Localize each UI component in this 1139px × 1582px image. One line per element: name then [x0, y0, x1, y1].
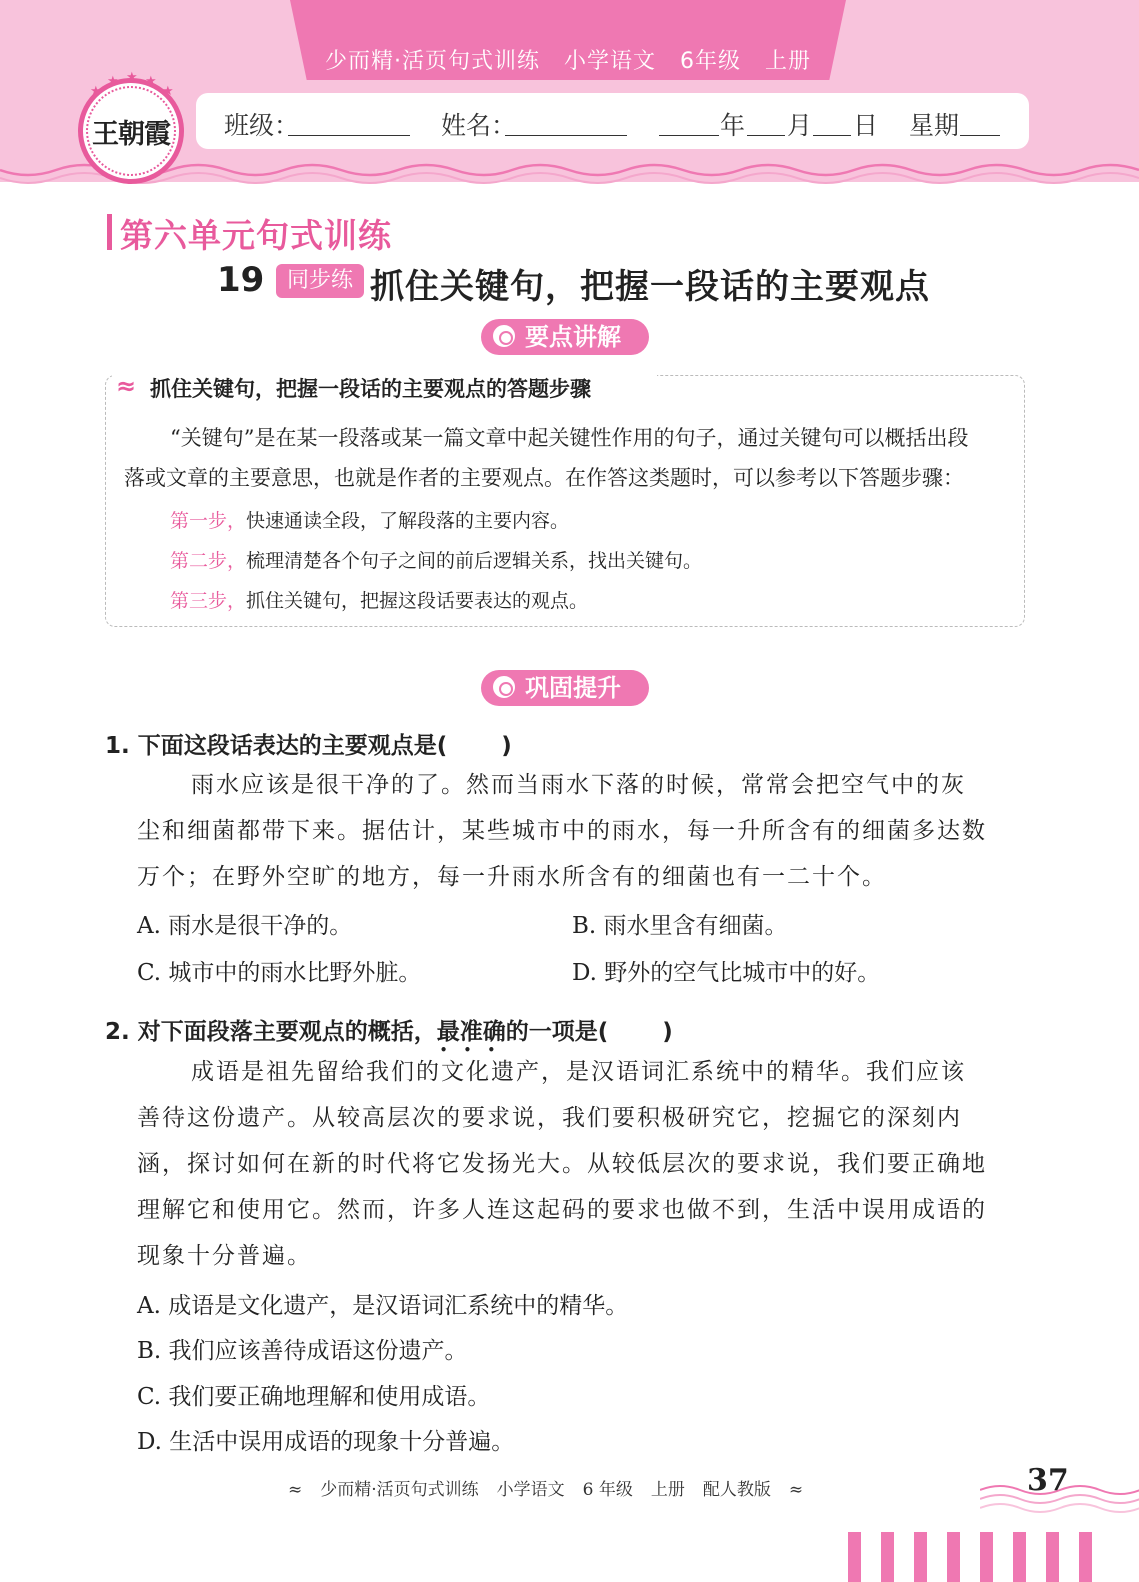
- day-label: 日: [853, 111, 879, 140]
- lesson-tag: 同步练: [276, 264, 364, 298]
- question-stem-text: 1. 下面这段话表达的主要观点是(: [105, 733, 448, 759]
- unit-title: 第六单元句式训练: [120, 216, 392, 255]
- edge-stripe: [1013, 1532, 1026, 1582]
- medal-icon: [493, 676, 515, 698]
- option-a[interactable]: A. 成语是文化遗产，是汉语词汇系统中的精华。: [137, 1293, 629, 1319]
- header-volume: 上册: [765, 49, 812, 74]
- logo-text: 王朝霞: [92, 119, 170, 150]
- unit-title-bar: [107, 214, 112, 250]
- star-icon: ★: [162, 84, 174, 99]
- class-field[interactable]: [288, 135, 410, 136]
- star-icon: ★: [107, 74, 119, 89]
- footer-line: [288, 1475, 821, 1500]
- question-stem-text: 2. 对下面段落主要观点的概括，: [105, 1019, 437, 1045]
- student-info-box: [196, 93, 1029, 149]
- edge-stripe: [1079, 1532, 1092, 1582]
- day-field[interactable]: [813, 135, 851, 136]
- edge-stripe: [848, 1532, 861, 1582]
- lesson-number: 19: [217, 260, 265, 300]
- option-d[interactable]: D. 生活中误用成语的现象十分普遍。: [137, 1429, 515, 1455]
- emphasis-dotted-text: 最准确 • • •: [437, 1019, 506, 1045]
- option-b[interactable]: B. 我们应该善待成语这份遗产。: [137, 1338, 468, 1364]
- footer-grade: 6 年级: [582, 1480, 633, 1500]
- key-points-title: 抓住关键句，把握一段话的主要观点的答题步骤: [150, 377, 591, 401]
- option-a[interactable]: A. 雨水是很干净的。: [137, 913, 353, 939]
- question-2-passage-line: 涵，探讨如何在新的时代将它发扬光大。从较低层次的要求说，我们要正确地: [137, 1151, 987, 1177]
- question-1-passage-line: 万个；在野外空旷的地方，每一升雨水所含有的细菌也有一二十个。: [137, 864, 887, 890]
- weekday-label: 星期: [909, 111, 960, 140]
- step-text: 抓住关键句，把握这段话要表达的观点。: [246, 590, 589, 612]
- lesson-title: 抓住关键句，把握一段话的主要观点: [370, 267, 930, 307]
- key-points-text-line: 落或文章的主要意思，也就是作者的主要观点。在作答这类题时，可以参考以下答题步骤：: [124, 466, 964, 490]
- name-label: 姓名：: [441, 111, 517, 140]
- page-number: 37: [1027, 1463, 1069, 1498]
- class-label: 班级：: [224, 111, 300, 140]
- year-label: 年: [720, 111, 746, 140]
- month-label: 月: [787, 111, 813, 140]
- star-icon: ★: [126, 70, 138, 85]
- star-icon: ★: [145, 74, 157, 89]
- footer-edition: 配人教版: [702, 1480, 771, 1500]
- question-1-passage-line: 雨水应该是很干净的了。然而当雨水下落的时候，常常会把空气中的灰: [191, 772, 966, 798]
- step-text: 梳理清楚各个句子之间的前后逻辑关系，找出关键句。: [246, 550, 703, 572]
- question-2-passage-line: 善待这份遗产。从较高层次的要求说，我们要积极研究它，挖掘它的深刻内: [137, 1105, 962, 1131]
- year-field[interactable]: [659, 135, 719, 136]
- step-item: [170, 546, 702, 573]
- step-label: 第一步，: [170, 510, 247, 532]
- header-series-line: [290, 44, 846, 75]
- name-field[interactable]: [505, 135, 627, 136]
- star-icon: ★: [90, 84, 102, 99]
- edge-stripe: [980, 1532, 993, 1582]
- step-text: 快速通读全段，了解段落的主要内容。: [246, 510, 570, 532]
- option-b[interactable]: B. 雨水里含有细菌。: [572, 913, 788, 939]
- footer-subject: 小学语文: [496, 1480, 565, 1500]
- key-points-text-line: “关键句”是在某一段落或某一篇文章中起关键性作用的句子，通过关键句可以概括出段: [170, 426, 969, 450]
- header-grade: 6年级: [680, 49, 741, 74]
- step-label: 第二步，: [170, 550, 247, 572]
- weekday-field[interactable]: [960, 135, 1000, 136]
- question-2-passage-line: 理解它和使用它。然而，许多人连这起码的要求也做不到，生活中误用成语的: [137, 1197, 987, 1223]
- edge-stripe: [881, 1532, 894, 1582]
- step-item: [170, 586, 588, 613]
- wave-icon: ≈: [788, 1480, 804, 1500]
- edge-stripe: [947, 1532, 960, 1582]
- edge-stripe: [1046, 1532, 1059, 1582]
- edge-stripe: [914, 1532, 927, 1582]
- footer-volume: 上册: [650, 1480, 685, 1500]
- question-1-stem: [105, 727, 512, 760]
- section-heading-practice: [481, 670, 649, 706]
- header-subject: 小学语文: [563, 49, 656, 74]
- section-heading-key-points: [481, 319, 649, 355]
- question-1-passage-line: 尘和细菌都带下来。据估计，某些城市中的雨水，每一升所含有的细菌多达数: [137, 818, 987, 844]
- question-2-passage-line: 成语是祖先留给我们的文化遗产，是汉语词汇系统中的精华。我们应该: [191, 1059, 966, 1085]
- section-heading-label: 巩固提升: [525, 674, 621, 702]
- close-paren: ): [662, 1019, 673, 1045]
- option-d[interactable]: D. 野外的空气比城市中的好。: [572, 960, 881, 986]
- header-series: 少而精·活页句式训练: [324, 49, 540, 74]
- step-item: [170, 506, 569, 533]
- question-2-passage-line: 现象十分普遍。: [137, 1243, 312, 1269]
- footer-series: 少而精·活页句式训练: [320, 1480, 479, 1500]
- option-c[interactable]: C. 我们要正确地理解和使用成语。: [137, 1384, 491, 1410]
- question-stem-text: 的一项是(: [505, 1019, 609, 1045]
- medal-icon: [493, 325, 515, 347]
- question-2-stem: [105, 1013, 673, 1046]
- close-paren: ): [501, 733, 512, 759]
- option-c[interactable]: C. 城市中的雨水比野外脏。: [137, 960, 422, 986]
- wave-icon: ≈: [288, 1480, 303, 1500]
- wave-icon: ≈: [116, 372, 137, 400]
- month-field[interactable]: [747, 135, 785, 136]
- step-label: 第三步，: [170, 590, 247, 612]
- section-heading-label: 要点讲解: [525, 323, 621, 351]
